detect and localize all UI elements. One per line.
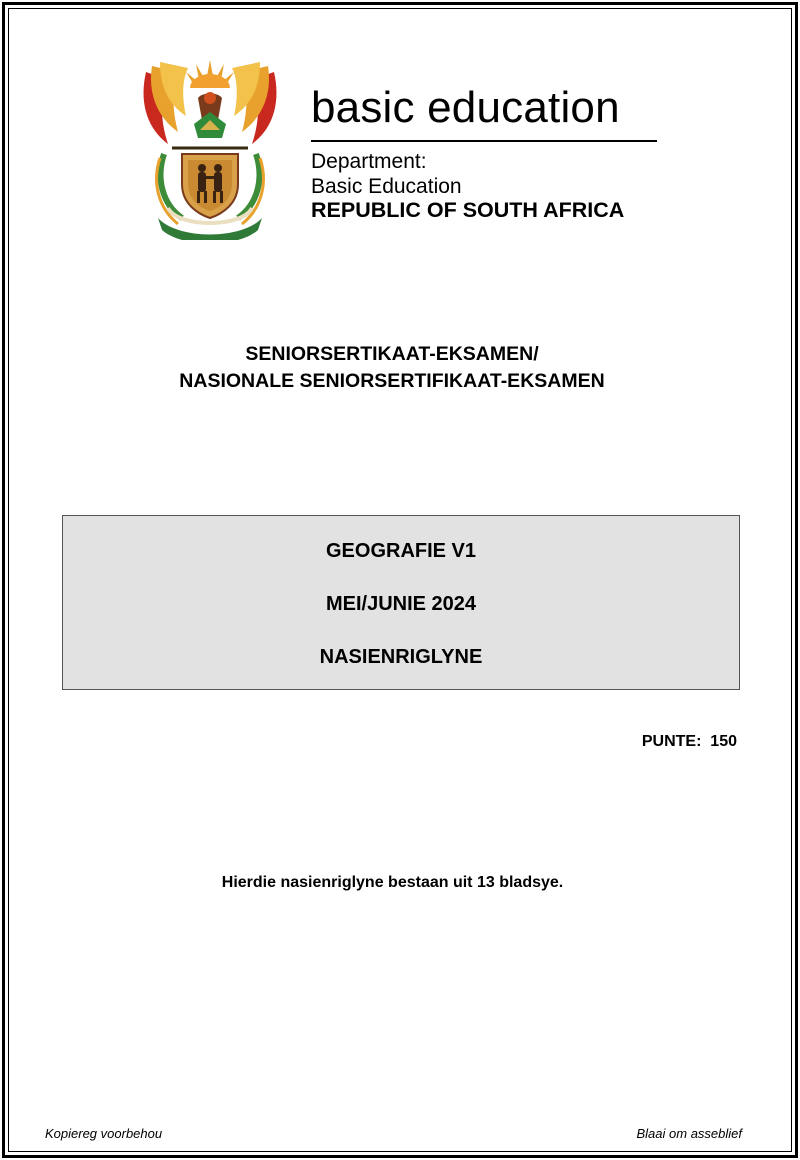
- subject-title-box: [62, 515, 740, 690]
- department-label: Department:: [311, 150, 427, 173]
- subject-title: GEOGRAFIE V1: [325, 540, 477, 562]
- exam-title-line-1: SENIORSERTIKAAT-EKSAMEN/: [245, 343, 539, 365]
- exam-title-line-2: NASIONALE SENIORSERTIFIKAAT-EKSAMEN: [179, 370, 605, 392]
- country-name: REPUBLIC OF SOUTH AFRICA: [311, 198, 625, 222]
- exam-session: MEI/JUNIE 2024: [325, 593, 477, 615]
- total-marks: PUNTE: 150: [641, 733, 737, 750]
- brand-underline: [311, 140, 657, 142]
- brand-name: basic education: [311, 83, 620, 132]
- document-type: NASIENRIGLYNE: [319, 646, 483, 668]
- coat-of-arms-icon: [138, 58, 282, 240]
- copyright-footer: Kopiereg voorbehou: [45, 1126, 163, 1141]
- department-name: Basic Education: [311, 175, 462, 198]
- turn-over-footer: Blaai om asseblief: [636, 1126, 742, 1141]
- page-count-note: Hierdie nasienriglyne bestaan uit 13 bladsye.: [221, 874, 564, 891]
